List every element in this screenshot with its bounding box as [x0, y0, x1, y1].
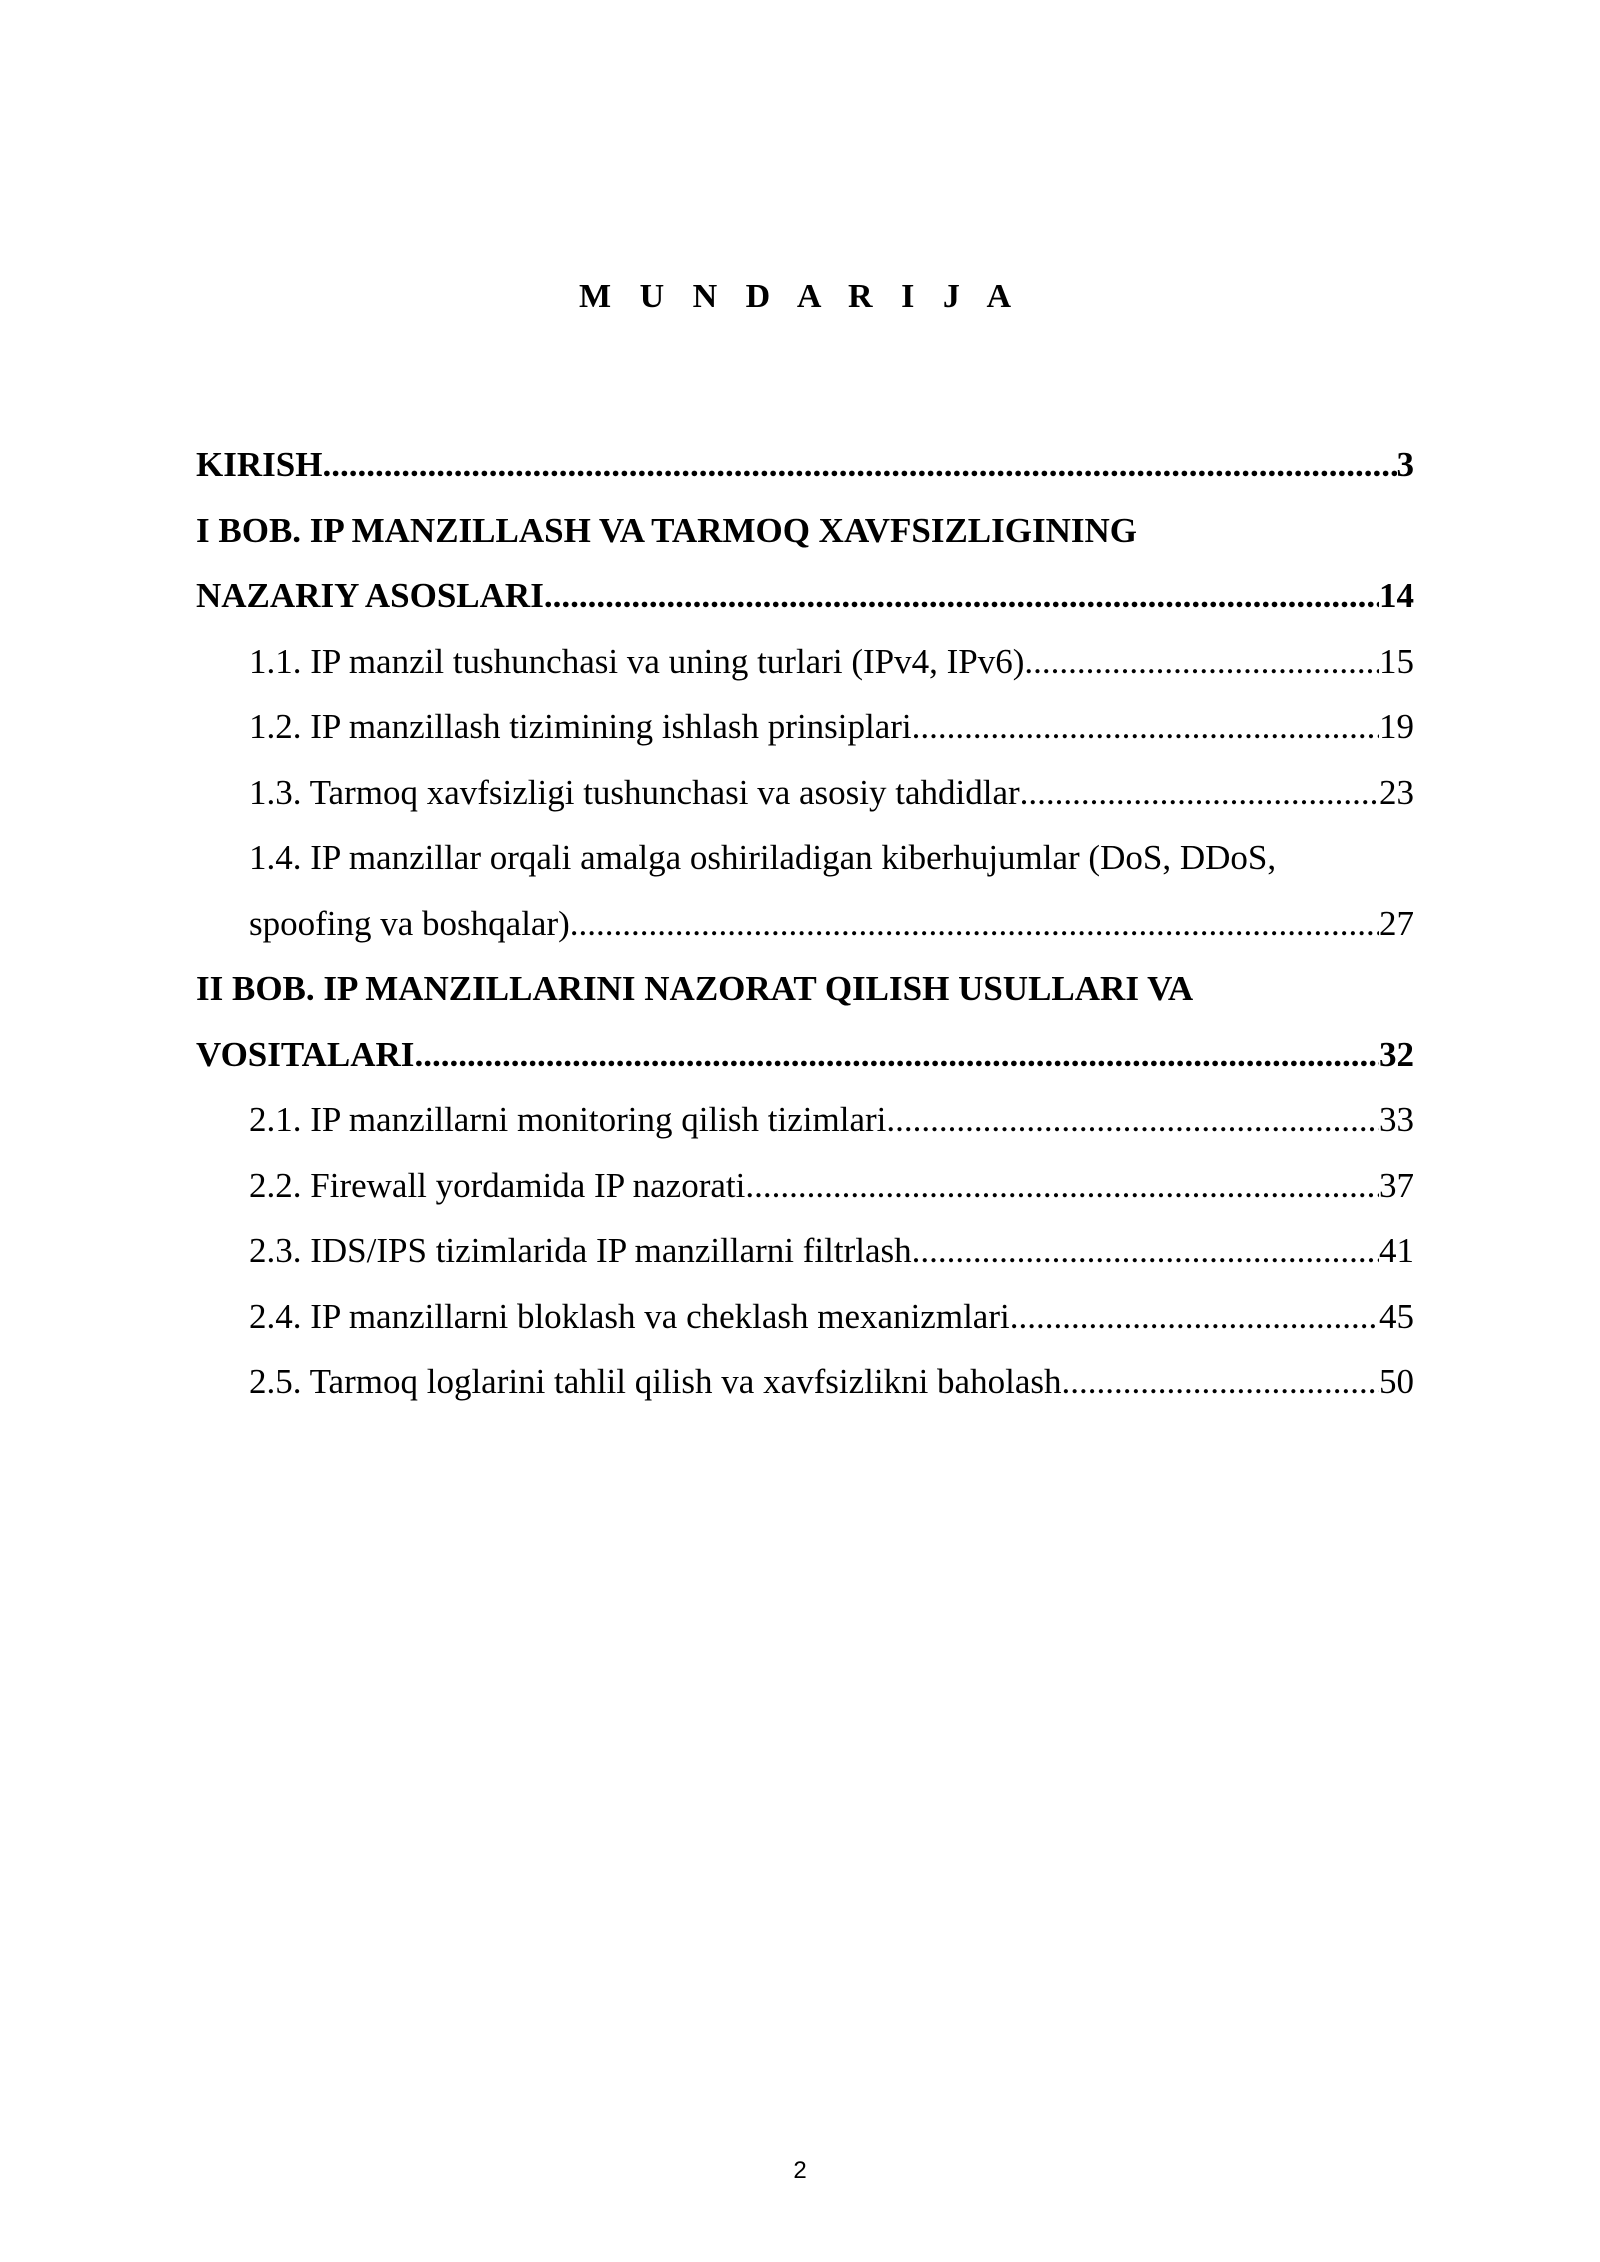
- toc-entry-page: 23: [1379, 772, 1414, 812]
- dot-leader: [1020, 760, 1379, 826]
- toc-entry-page: 33: [1379, 1100, 1414, 1139]
- toc-entry-page: 19: [1379, 707, 1414, 746]
- toc-entry-text: I BOB. IP MANZILLASH VA TARMOQ XAVFSIZLIGINING: [196, 510, 1138, 550]
- toc-entry-text: NAZARIY ASOSLARI: [196, 576, 544, 615]
- dot-leader: [886, 1087, 1379, 1153]
- toc-entry-page: 41: [1379, 1231, 1414, 1270]
- dot-leader: [912, 694, 1379, 760]
- toc-entry-text: spoofing va boshqalar): [249, 903, 570, 943]
- toc-entry-text: II BOB. IP MANZILLARINI NAZORAT QILISH USULLARI VA: [196, 969, 1194, 1008]
- toc-entry-page: 3: [1396, 445, 1414, 484]
- page-number: 2: [793, 2157, 807, 2184]
- toc-entry-1-1[interactable]: [196, 629, 1414, 695]
- toc-entry-text: 2.2. Firewall yordamida IP nazorati: [249, 1165, 746, 1205]
- page-title: M U N D A R I J A: [578, 278, 1022, 315]
- toc-entry-1-2[interactable]: [196, 694, 1414, 760]
- dot-leader: [1010, 1284, 1379, 1350]
- toc-entry-kirish[interactable]: [196, 432, 1414, 498]
- toc-entry-2-4[interactable]: [196, 1284, 1414, 1350]
- toc-entry-text: 2.4. IP manzillarni bloklash va cheklash mexanizmlari: [249, 1296, 1010, 1336]
- toc-entry-1-4-line-2[interactable]: [196, 891, 1414, 957]
- toc-entry-chapter-2-line-1[interactable]: [196, 956, 1414, 1022]
- toc-entry-text: 1.3. Tarmoq xavfsizligi tushunchasi va asosiy tahdidlar: [249, 772, 1020, 812]
- toc-entry-page: 32: [1379, 1034, 1414, 1074]
- dot-leader: [745, 1153, 1379, 1219]
- toc-entry-text: 1.2. IP manzillash tizimining ishlash prinsiplari: [249, 707, 912, 746]
- toc-entry-page: 50: [1379, 1362, 1414, 1401]
- toc-entry-page: 27: [1379, 903, 1414, 943]
- dot-leader: [322, 432, 1396, 498]
- toc-entry-chapter-1-line-1[interactable]: [196, 498, 1414, 564]
- dot-leader: [544, 563, 1379, 629]
- toc-entry-text: 1.1. IP manzil tushunchasi va uning turlari (IPv4, IPv6): [249, 641, 1025, 681]
- dot-leader: [414, 1022, 1379, 1088]
- dot-leader: [1024, 629, 1379, 695]
- dot-leader: [570, 891, 1379, 957]
- toc-entry-text: 2.5. Tarmoq loglarini tahlil qilish va xavfsizlikni baholash: [249, 1362, 1062, 1401]
- toc-entry-chapter-2-line-2[interactable]: [196, 1022, 1414, 1088]
- toc-entry-text: 2.1. IP manzillarni monitoring qilish tizimlari: [249, 1100, 887, 1139]
- toc-entry-2-5[interactable]: [196, 1349, 1414, 1415]
- toc-entry-page: 45: [1379, 1296, 1414, 1336]
- toc-entry-text: VOSITALARI: [196, 1034, 415, 1074]
- toc-entry-text: 2.3. IDS/IPS tizimlarida IP manzillarni filtrlash: [249, 1231, 912, 1270]
- toc-entry-text: 1.4. IP manzillar orqali amalga oshiriladigan kiberhujumlar (DoS, DDoS,: [249, 838, 1277, 877]
- table-of-contents: [196, 432, 1414, 1415]
- toc-entry-text: KIRISH: [196, 445, 323, 484]
- dot-leader: [1061, 1349, 1379, 1415]
- toc-entry-1-3[interactable]: [196, 760, 1414, 826]
- toc-entry-page: 15: [1379, 641, 1414, 681]
- toc-entry-page: 14: [1379, 576, 1414, 615]
- toc-entry-page: 37: [1379, 1165, 1414, 1205]
- toc-entry-2-3[interactable]: [196, 1218, 1414, 1284]
- toc-entry-1-4-line-1[interactable]: [196, 825, 1414, 891]
- toc-entry-2-1[interactable]: [196, 1087, 1414, 1153]
- toc-entry-chapter-1-line-2[interactable]: [196, 563, 1414, 629]
- dot-leader: [912, 1218, 1379, 1284]
- toc-entry-2-2[interactable]: [196, 1153, 1414, 1219]
